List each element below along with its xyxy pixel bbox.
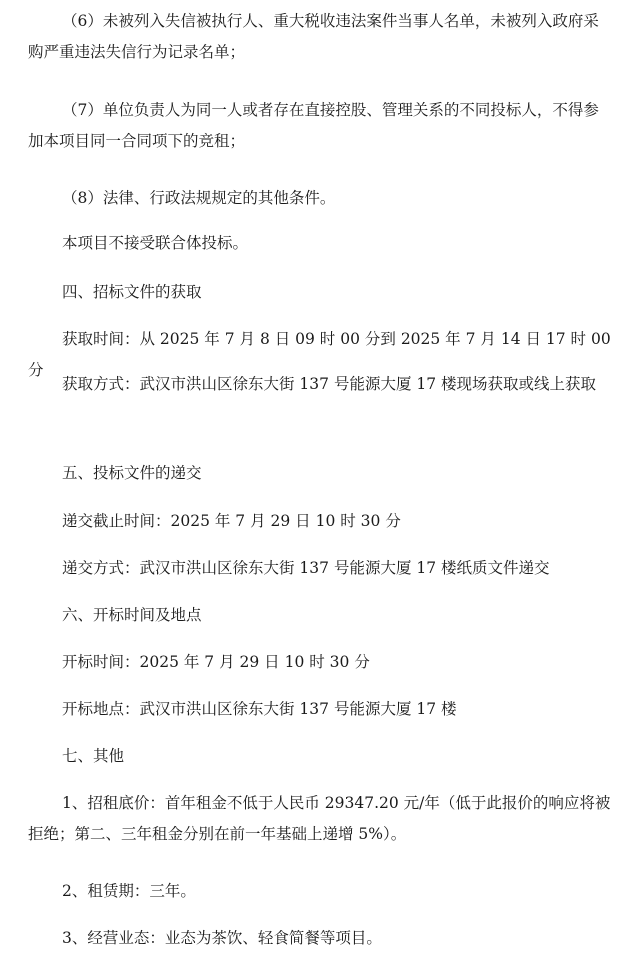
condition-7: （7）单位负责人为同一人或者存在直接控股、管理关系的不同投标人，不得参加本项目同一合同项下的竞租； [28,101,599,150]
section-heading-5: 五、投标文件的递交 [62,464,202,482]
condition-8: （8）法律、行政法规规定的其他条件。 [62,189,336,207]
section-heading-4: 四、招标文件的获取 [62,283,202,301]
no-consortium-note: 本项目不接受联合体投标。 [62,234,249,252]
opening-location: 开标地点：武汉市洪山区徐东大街 137 号能源大厦 17 楼 [62,700,457,718]
lease-term: 2、租赁期：三年。 [62,882,196,900]
acquisition-time: 获取时间：从 2025 年 7 月 8 日 09 时 00 分到 2025 年 7 月 14 日 17 时 00 分 [28,330,611,379]
section-heading-7: 七、其他 [62,747,125,765]
opening-time: 开标时间：2025 年 7 月 29 日 10 时 30 分 [62,653,370,671]
submission-method: 递交方式：武汉市洪山区徐东大街 137 号能源大厦 17 楼纸质文件递交 [62,559,550,577]
acquisition-method: 获取方式：武汉市洪山区徐东大街 137 号能源大厦 17 楼现场获取或线上获取 [62,375,597,393]
condition-6: （6）未被列入失信被执行人、重大税收违法案件当事人名单，未被列入政府采购严重违法失信行为记录名单； [28,12,599,61]
business-format: 3、经营业态：业态为茶饮、轻食简餐等项目。 [62,929,382,947]
section-heading-6: 六、开标时间及地点 [62,606,202,624]
submission-deadline: 递交截止时间：2025 年 7 月 29 日 10 时 30 分 [62,512,401,530]
base-rent: 1、招租底价：首年租金不低于人民币 29347.20 元/年（低于此报价的响应将被拒绝；第二、三年租金分别在前一年基础上递增 5%）。 [28,794,611,843]
